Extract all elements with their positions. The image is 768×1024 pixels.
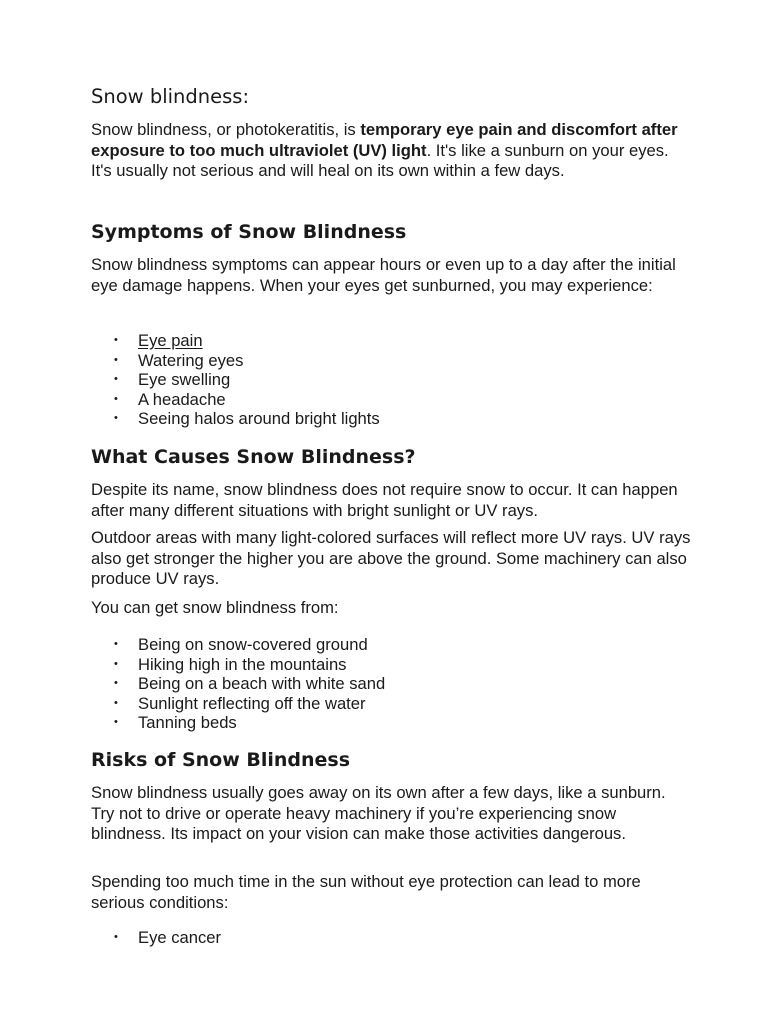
bullet-icon: •	[114, 931, 118, 943]
intro-paragraph	[91, 120, 691, 182]
list-item-text: Being on snow-covered ground	[138, 635, 368, 654]
bullet-icon: •	[114, 373, 118, 386]
bullet-icon: •	[114, 696, 118, 709]
list-item	[114, 370, 691, 390]
risks-list-wrap	[91, 928, 691, 948]
list-item-text: Tanning beds	[138, 713, 237, 733]
causes-paragraph-2: Outdoor areas with many light-colored surfaces will reflect more UV rays. UV rays also get stronger the higher you are above the ground. Some machinery can also produce UV rays.	[91, 528, 691, 589]
bullet-icon: •	[114, 392, 118, 405]
intro-section	[91, 120, 691, 182]
causes-list-wrap	[91, 635, 691, 733]
bullet-icon: •	[114, 657, 118, 670]
list-item-text: A headache	[138, 389, 226, 409]
causes-paragraph-3: You can get snow blindness from:	[91, 598, 339, 617]
list-item-text: Seeing halos around bright lights	[138, 409, 380, 429]
list-item	[114, 350, 691, 371]
list-item	[114, 635, 691, 655]
document-title: Snow blindness:	[91, 85, 250, 108]
list-item-text: Watering eyes	[138, 350, 244, 370]
risks-section	[91, 748, 691, 772]
list-item[interactable]	[114, 331, 691, 351]
bullet-icon: •	[114, 716, 118, 729]
risks-paragraph-1: Snow blindness usually goes away on its own after a few days, like a sunburn. Try not to drive or operate heavy machinery if you’re experiencing snow blindness. Its impact on your vision can make those activities dangerous.	[91, 783, 666, 844]
list-item	[114, 389, 691, 410]
causes-body-2	[91, 528, 691, 590]
intro-text-start: Snow blindness, or photokeratitis, is	[91, 120, 361, 139]
symptoms-body	[91, 255, 691, 296]
list-item-text: Sunlight reflecting off the water	[138, 693, 366, 713]
risks-body-2	[91, 872, 691, 913]
list-item	[114, 654, 691, 675]
bullet-icon: •	[114, 334, 118, 346]
list-item-text: Being on a beach with white sand	[138, 674, 386, 694]
risks-paragraph-2: Spending too much time in the sun without eye protection can lead to more serious conditions:	[91, 872, 641, 912]
causes-heading: What Causes Snow Blindness?	[91, 446, 416, 468]
causes-body-1	[91, 480, 691, 521]
symptoms-list-wrap	[91, 331, 691, 429]
causes-body-3	[91, 598, 691, 619]
list-item-text: Eye swelling	[138, 370, 231, 390]
symptoms-section	[91, 220, 691, 244]
list-item	[114, 928, 691, 948]
list-item	[114, 409, 691, 429]
bullet-icon: •	[114, 638, 118, 650]
list-item	[114, 674, 691, 694]
list-item-text: Eye cancer	[138, 928, 222, 947]
symptoms-paragraph: Snow blindness symptoms can appear hours or even up to a day after the initial eye damage happens. When your eyes get sunburned, you may experience:	[91, 255, 676, 295]
bullet-icon: •	[114, 412, 118, 425]
list-item	[114, 713, 691, 733]
causes-list	[91, 635, 691, 733]
risks-body-1	[91, 783, 691, 845]
symptoms-heading: Symptoms of Snow Blindness	[91, 221, 407, 243]
eye-pain-link[interactable]: Eye pain	[138, 331, 203, 350]
intro-bold-definition: temporary eye pain and discomfort after exposure to too much ultraviolet (UV) light	[91, 120, 678, 160]
list-item	[114, 693, 691, 714]
causes-paragraph-1: Despite its name, snow blindness does not require snow to occur. It can happen after many different situations with bright sunlight or UV rays.	[91, 480, 678, 520]
bullet-icon: •	[114, 677, 118, 690]
intro-text-end: . It's like a sunburn on your eyes. It's usually not serious and will heal on its own within a few days.	[91, 140, 669, 181]
risks-list	[91, 928, 691, 948]
risks-heading: Risks of Snow Blindness	[91, 749, 351, 771]
list-item-text: Hiking high in the mountains	[138, 654, 347, 674]
causes-section	[91, 445, 691, 469]
bullet-icon: •	[114, 353, 118, 366]
symptoms-list	[91, 331, 691, 429]
